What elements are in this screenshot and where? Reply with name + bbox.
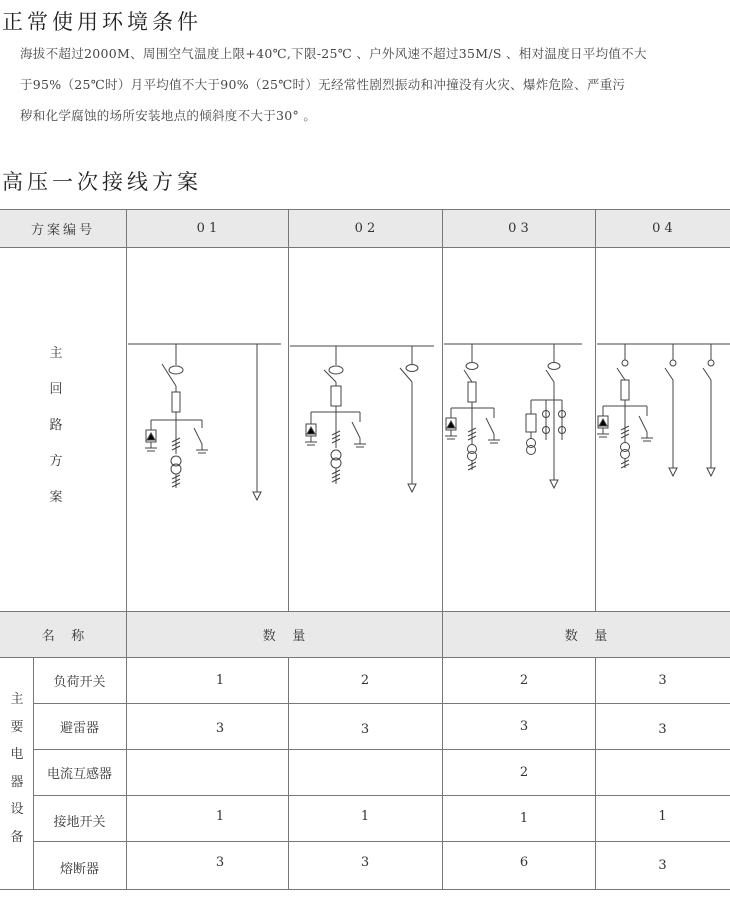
value-cell: 3	[215, 720, 225, 736]
grid-line	[0, 209, 730, 210]
value-cell: 3	[658, 672, 667, 688]
section-title-conditions: 正常使用环境条件	[2, 10, 202, 34]
grid-line	[33, 841, 730, 842]
scheme-04: 0 4	[652, 220, 673, 236]
grid-line	[288, 657, 289, 889]
conditions-paragraph	[20, 38, 726, 131]
quantity-label-2: 数 量	[564, 628, 608, 644]
circuit-diagram-04	[595, 330, 730, 500]
main-circuit-label: 主 回 路 方 案	[49, 346, 63, 505]
value-cell: 3	[360, 721, 370, 737]
paragraph-line: 于95%（25℃时）月平均值不大于90%（25℃时）无经常性剧烈振动和冲撞没有火灾、爆炸危险、严重污	[20, 77, 626, 92]
value-cell: 3	[658, 857, 667, 873]
equipment-name: 熔断器	[59, 862, 99, 877]
value-cell: 3	[360, 855, 370, 870]
grid-line	[595, 657, 596, 889]
value-cell	[126, 749, 314, 795]
scheme-02: 0 2	[354, 220, 376, 236]
value-cell: 2	[360, 672, 370, 688]
value-cell: 1	[215, 808, 225, 824]
paragraph-line: 海拔不超过2000M、周围空气温度上限+40℃,下限-25℃ 、户外风速不超过35M/S 、相对温度日平均值不大	[20, 46, 647, 61]
scheme-no-label: 方案编号	[30, 222, 95, 238]
circuit-diagram-02	[288, 330, 442, 500]
value-cell: 2	[519, 764, 529, 780]
grid-line	[126, 209, 127, 889]
value-cell: 1	[658, 808, 667, 824]
grid-line	[442, 209, 443, 889]
grid-line	[0, 657, 730, 658]
circuit-diagram-01	[126, 330, 288, 510]
grid-line	[33, 795, 730, 796]
grid-line	[33, 657, 34, 889]
equipment-name: 电流互感器	[46, 766, 112, 782]
grid-line	[0, 247, 730, 248]
value-cell: 1	[519, 810, 529, 826]
value-cell: 1	[360, 808, 370, 824]
grid-line	[33, 703, 730, 704]
section-title-wiring: 高压一次接线方案	[2, 170, 202, 194]
value-cell: 3	[519, 718, 529, 734]
grid-line	[0, 889, 730, 890]
value-cell: 3	[215, 855, 225, 870]
value-cell: 6	[519, 855, 529, 870]
value-cell: 1	[215, 672, 225, 688]
quantity-label-1: 数 量	[262, 628, 306, 644]
value-cell: 3	[658, 721, 667, 737]
scheme-01: 0 1	[196, 220, 218, 236]
paragraph-line: 秽和化学腐蚀的场所安装地点的倾斜度不大于30° 。	[20, 108, 317, 123]
circuit-diagram-03	[442, 330, 595, 500]
main-equipment-label: 主 要 电 器 设 备	[10, 692, 24, 845]
equipment-name: 负荷开关	[53, 674, 106, 690]
grid-line	[0, 611, 730, 612]
value-cell	[288, 749, 442, 795]
name-label: 名 称	[41, 628, 85, 644]
scheme-03: 0 3	[508, 220, 529, 236]
value-cell	[595, 749, 730, 795]
value-cell: 2	[519, 672, 529, 688]
equipment-name: 避雷器	[59, 720, 99, 736]
grid-line	[33, 749, 730, 750]
equipment-name: 接地开关	[53, 815, 106, 830]
